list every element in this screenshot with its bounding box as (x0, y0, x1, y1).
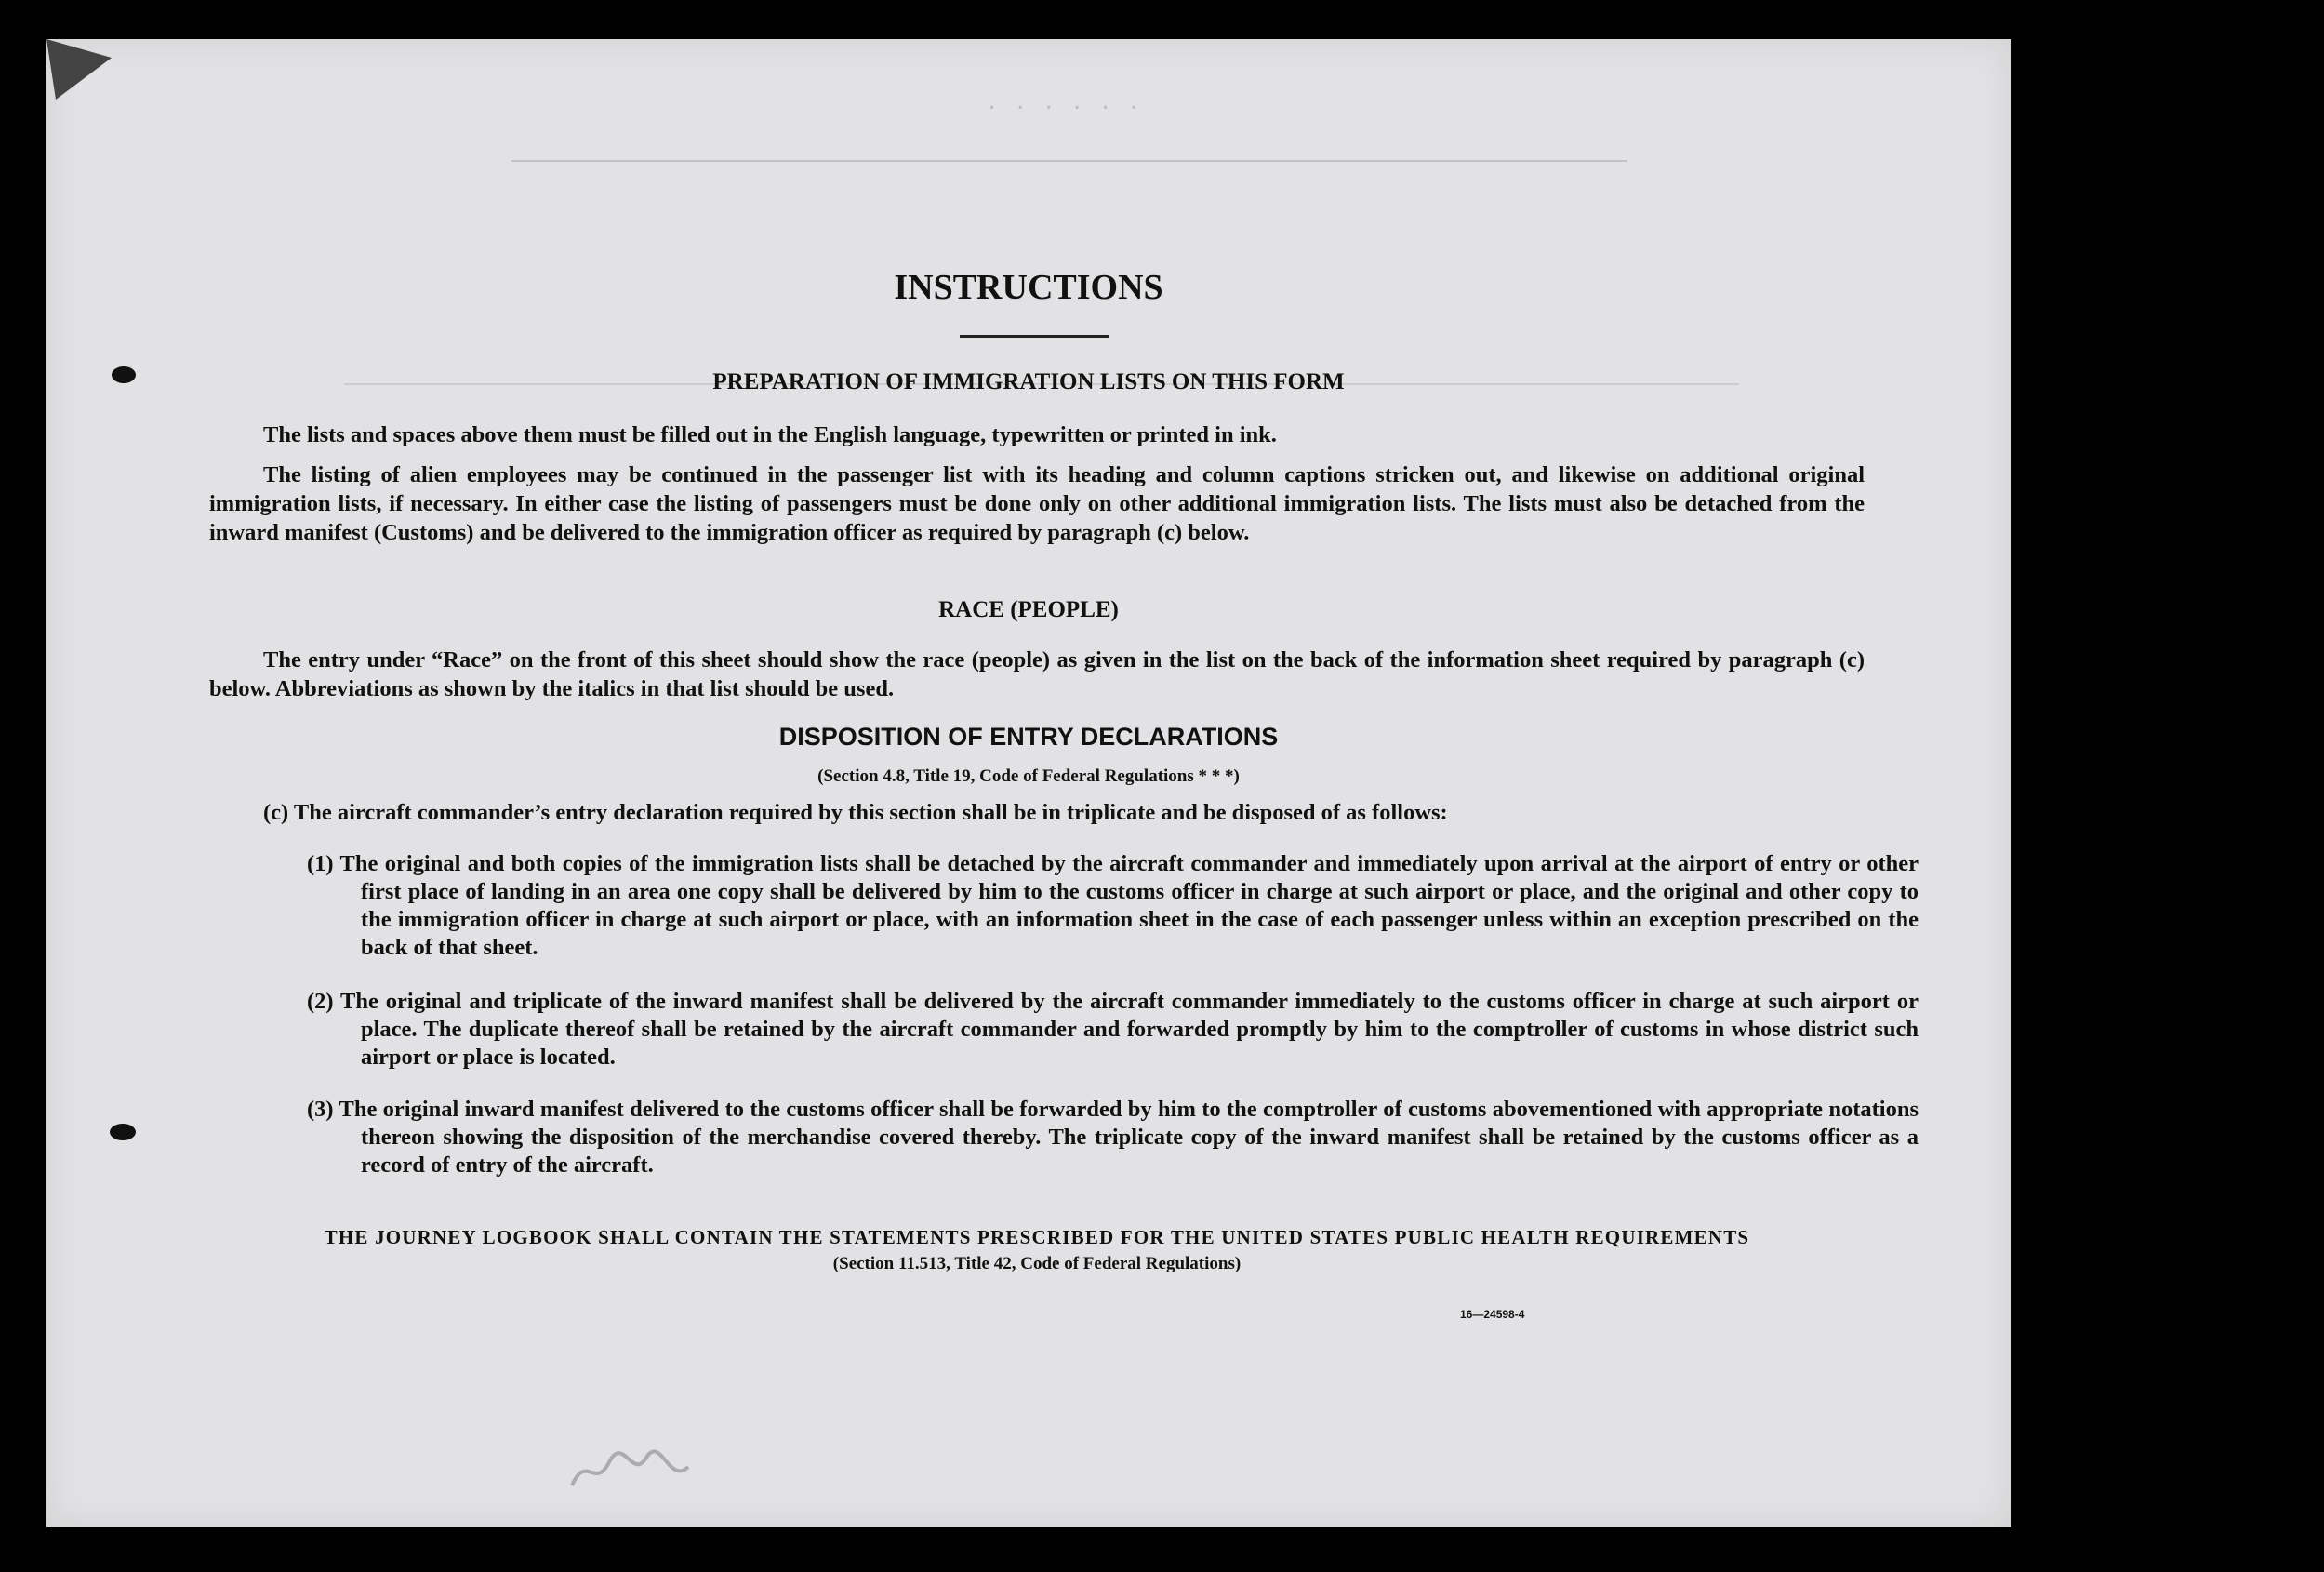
disposition-item-2: (2) The original and triplicate of the inward manifest shall be delivered by the aircraft commander immediately to the customs officer in charge at such airport or place. The duplicate thereof shall be retained by the aircraft commander and forwarded promptly by him to the comptroller of customs in whose district such airport or place is located. (307, 989, 1919, 1070)
health-statement: THE JOURNEY LOGBOOK SHALL CONTAIN THE STATEMENTS PRESCRIBED FOR THE UNITED STATES PUBLIC HEALTH REQUIREMENTS (324, 1226, 1750, 1248)
document-sheet (46, 39, 2011, 1527)
health-citation: (Section 11.513, Title 42, Code of Federal Regulations) (832, 1254, 1242, 1273)
disposition-item-1: (1) The original and both copies of the immigration lists shall be detached by the aircraft commander and immediately upon arrival at the airport of entry or other first place of landing in an area one copy shall be delivered by him to the customs officer in charge at such airport or place, and the original and other copy to the immigration officer in charge at such airport or place, with an information sheet in the case of each passenger unless within an exception prescribed on the back of that sheet. (307, 851, 1919, 960)
punch-hole-mark (110, 1124, 136, 1140)
section-heading-preparation: PREPARATION OF IMMIGRATION LISTS ON THIS FORM (712, 369, 1345, 394)
disposition-citation: (Section 4.8, Title 19, Code of Federal Regulations * * *) (817, 766, 1240, 786)
bleedthrough-text: · · · · · · (986, 97, 1142, 120)
paragraph-race: The entry under “Race” on the front of this sheet should show the race (people) as given in the list on the back of the information sheet required by paragraph (c) below. Abbreviations as shown by the italics in that list should be used. (209, 647, 1865, 701)
paragraph-preparation-2: The listing of alien employees may be continued in the passenger list with its heading and column captions stricken out, and likewise on additional original immigration lists, if necessary. In either case the listing of passengers must be done only on other additional immigration lists. The lists must also be detached from the inward manifest (Customs) and be delivered to the immigration officer as required by paragraph (c) below. (209, 462, 1865, 545)
page-title: INSTRUCTIONS (894, 268, 1163, 307)
title-underline (960, 335, 1109, 338)
signature-image (567, 1444, 697, 1499)
section-heading-race: RACE (PEOPLE) (938, 597, 1119, 622)
form-number: 16—24598-4 (1460, 1308, 1525, 1321)
section-heading-disposition: DISPOSITION OF ENTRY DECLARATIONS (778, 723, 1279, 751)
disposition-item-3: (3) The original inward manifest delivered to the customs officer shall be forwarded by him to the comptroller of customs abovementioned with appropriate notations thereon showing the disposition of the merchandise covered thereby. The triplicate copy of the inward manifest shall be retained by the customs officer as a record of entry of the aircraft. (307, 1097, 1919, 1178)
paragraph-preparation-1: The lists and spaces above them must be filled out in the English language, typewritten or printed in ink. (263, 422, 1277, 447)
disposition-intro: (c) The aircraft commander’s entry declaration required by this section shall be in triplicate and be disposed of as follows: (263, 800, 1448, 825)
folded-corner-icon (46, 39, 121, 113)
bleedthrough-rule (511, 160, 1627, 162)
